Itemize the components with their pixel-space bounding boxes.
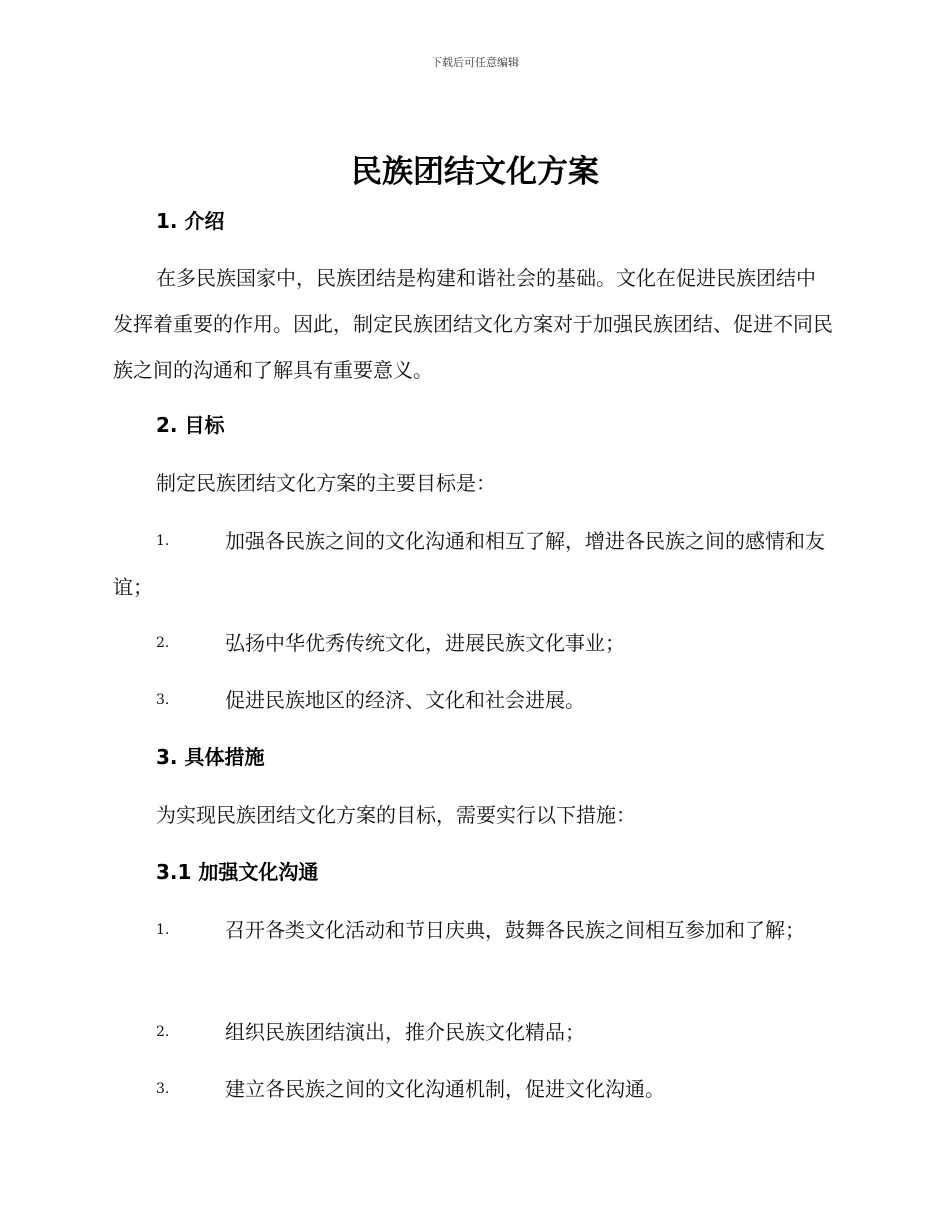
list-item-number: 2.	[156, 635, 170, 651]
list-item-text: 促进民族地区的经济、文化和社会进展。	[225, 688, 585, 712]
section-heading-goals: 2. 目标	[156, 413, 225, 437]
list-item-text: 召开各类文化活动和节日庆典，鼓舞各民族之间相互参加和了解；	[225, 918, 805, 942]
header-note: 下载后可任意编辑	[431, 56, 519, 69]
measures-list-item	[113, 1009, 835, 1055]
document-title: 民族团结文化方案	[351, 154, 599, 190]
list-item-number: 3.	[156, 692, 170, 708]
intro-paragraph: 在多民族国家中，民族团结是构建和谐社会的基础。文化在促进民族团结中发挥着重要的作用。因此，制定民族团结文化方案对于加强民族团结、促进不同民族之间的沟通和了解具有重要意义。	[113, 266, 833, 382]
section-heading-measures: 3. 具体措施	[156, 745, 265, 769]
goals-list-item	[113, 677, 835, 723]
list-item-number: 1.	[156, 533, 170, 549]
list-item-text: 建立各民族之间的文化沟通机制，促进文化沟通。	[225, 1077, 665, 1101]
list-item-text: 加强各民族之间的文化沟通和相互了解，增进各民族之间的感情和友谊；	[113, 529, 825, 599]
measures-lead-paragraph: 为实现民族团结文化方案的目标，需要实行以下措施：	[156, 803, 636, 827]
section-heading-intro: 1. 介绍	[156, 209, 225, 233]
goals-list-item	[113, 518, 835, 610]
goals-lead-paragraph: 制定民族团结文化方案的主要目标是：	[156, 471, 496, 495]
list-item-text: 组织民族团结演出，推介民族文化精品；	[225, 1020, 585, 1044]
list-item-number: 1.	[156, 922, 170, 938]
list-item-number: 3.	[156, 1081, 170, 1097]
measures-list-item	[113, 907, 835, 953]
list-item-number: 2.	[156, 1024, 170, 1040]
measures-list-item	[113, 1066, 835, 1112]
goals-list-item	[113, 620, 835, 666]
sub-heading-cultural-exchange: 3.1 加强文化沟通	[156, 860, 319, 884]
list-item-text: 弘扬中华优秀传统文化，进展民族文化事业；	[225, 631, 625, 655]
